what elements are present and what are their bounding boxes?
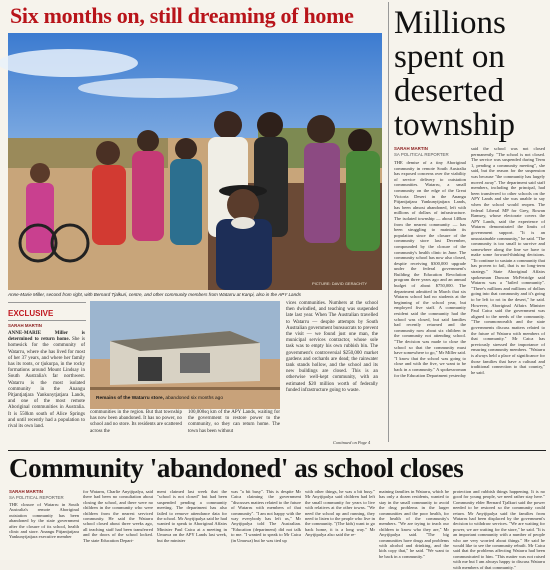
inset-caption-text: abandoned six months ago [165,396,224,401]
story2-column-2: said the school was not closed permanently. "The school is not closed. The service was suspended during Term 1, pending a community meeting", she said, but the reason for the suspension was because "the community has largely moved away". The department said staff members, including the principal, had been transferred to other schools on the APY Lands and she was unable to say when the school would reopen. The federal Liberal MP for Grey, Rowan Ramsey, whose electorate covers the APY Lands, said the experience of Watarru demonstrated the limits of government support. "It is an unsustainable community," he said. "The community is too small to survive and somewhere along the line we have to make some forward-thinking decisions. "To continue to sustain a community that has proven to fail, that is no long-term strategy." State Aboriginal Affairs spokesman Duncan McFetridge said Watarru was a "failed community". "There's millions and millions of dollars going into that community and it's going to be left to rot in the desert," he said. However, Aboriginal Affairs Minister Paul Caica said the government was aligned to the needs of the community. "The commonwealth and the state governments discuss matters related to the future of Watarru with members of that community." Mr Caica has previously stressed the importance of ensuring community members. "Watarru is always held a place of significance for those families that have a cultural and traditional connection to that country," he said. [471,146,546,375]
inset-caption-bold: Remains of the Watarru store, [96,396,165,401]
story3-byline-role: SA POLITICAL REPORTER [9,495,64,500]
community-members-photo [8,33,382,290]
photo-caption: Anne-Marie Miller, second from right, with Bernard Tjalkuri, centre, and other community members from Watarru at Kanpi, also in the APY Lands [8,292,302,297]
story1-column-5: vices communities. Numbers at the school then dwindled, and teaching was suspended late last year. When The Australian travelled to Watarru — despite attempts by South Australian government bureaucrats to prevent the visit — we found just one man, the municipal services contractor, whose sole task was to empty his own rubbish bin. The government's controversial $250,000 market gardens and orchards are dead; the rainwater tank stands hollow, and the school and its new buildings are closed. This is an otherwise well-kept community, with an estimated $20 million worth of federally funded infrastructure going to waste. [286,301,378,393]
story1-column-1-text: She is homesick for the community of Watarru, where she has lived for most of her 37 years, and where her family has its roots, or tjukurpa, in the rocky formations around Mount Lindsay in South Australia's far northwest. Watarru is the most isolated community in the Anangu Pitjantjatjara Yankunytjatjara Lands, and one of the most remote Aboriginal communities in Australia. It is 550km south of Alice Springs and until recently had a population to rival its own land. [8,337,86,430]
story2-column-1: THE demise of a tiny Aboriginal community in remote South Australia has exposed concerns over the viability of service delivery to outstation communities. Watarru, a small community on the edge of the Great Victoria Desert in the Anangu Pitjantjatjara Yankunytjatjara Lands, has been almost abandoned, left with millions of dollars of infrastructure. The isolated township — about 140km from the nearest community — has been struggling to maintain its population since the closure of the community store last December, compounded by the closure of the community's health clinic in June. The community school has now also closed, despite receiving $300,000 upgrade under the federal government's Building the Education Revolution program three years ago and an annual budget of about $750,000. The department admitted in March that six Watarru school had no students at the beginning of the school year, but employed five staff. A community resident said the community had the school was closed, but said families had recently returned and the community now about six children in the community not attending school. "The decision was made to close the school so that the community must have somewhere to go," Mr Miller said. "I know that the school was going to close and with the five, we want to be back in a community." A spokeswoman for the Education Department yesterday [394,160,466,378]
divider [8,302,86,303]
story3-headline: Community 'abandoned' as school closes [9,453,464,483]
story1-column-2: communities in the region. But that township has now been abandoned. It has no power, no school and no store. Its residents are scattered across the [90,410,182,434]
column-divider [388,2,389,442]
story1-headline: Six months on, still dreaming of home [10,3,354,28]
story3-column-3: ment claimed last week that the "school is not closed" but had been suspended pending a community meeting. The department has also failed to remove attendance data for the school. Mr Anytjipalya said he had wanted to speak to Aboriginal Affairs Minister Paul Caica at a meeting in Umuwa on the APY Lands last week, but the minister [157,489,227,543]
exclusive-tag: EXCLUSIVE [8,309,54,318]
story3-column-6: maining families in Watarru, which he has only a dozen residents, wanted to stay in the small community to avoid the drug problems in the larger communities and the poor health, for the health of the community's members. "We are trying to teach our children to know who they are," Mr Anytjipalya said. "The big communities have drugs and problems with alcohol and drinking, and the kids copy that," he said. "We want to be back in a community." [379,489,449,559]
story3-byline: SARAH MARTIN [9,489,43,494]
story3-column-2: for Watarru, Charlie Anytjipalya, said there had been no consultation about closing the school, and there were no children in the community who were children from the nearest serviced community. He said the Watarru school closed about three weeks ago, all teaching staff had been transferred and the doors of the school locked. The state Education Depart- [83,489,153,543]
story1-column-3: 100,000sq km of the APY Lands, waiting for the government to restore power to the community, so they can return home. The town has been without [188,410,280,434]
story3-column-7: protection and rubbish things happening. It is no good for young people, we need rather stay here." Community elder Bernard Tjalkuri said the power needed to be restored so the community could return. Mr Anytjipalya said the families from Watarru had been displaced by the government's decision to withdraw services. "We are waiting for power, we are waiting for the store," he said. "It is an important community with a number of people who are very worried about things." He said he would like to see the community rebuilt. Mr Caica said that the problems affecting Watarru had been communicated to him. "This matter was not raised with me but I am always happy to discuss Watarru with members of that community." [453,489,545,570]
abandoned-store-photo [90,301,280,409]
story1-byline: SARAH MARTIN [8,323,42,328]
story1-column-1 [8,331,85,447]
continued-label: Continued on Page 4 [333,440,371,445]
section-divider [8,450,546,451]
photo-credit: PICTURE: DAVID GERACHTY [312,281,368,286]
story1-intro: ANNE-MARIE Miller is determined to return home. [8,331,85,343]
story3-column-1: THE closure of Watarru in South Australia's remote Aboriginal outstation community has been abandoned by the state government after the closure of its school, health clinic and store. Anangu Pitjantjatjara Yankunytjatjara executive member [9,502,79,540]
story2-headline: Millions spent on deserted township [394,5,516,143]
inset-caption [96,396,223,401]
divider [8,320,86,321]
story3-column-4: was "a bit busy". This is despite Mr Caica claiming the government "discusses matters related to the future of Watarru with members of that community". "I am not happy with the way everybody has left us," Mr Anytjipalya told The Australian. "Education (department) did not talk to me. "I wanted to speak to Mr Caica (in Umuwa) but he was tied up [231,489,301,543]
story2-byline: SARAH MARTIN [394,146,428,151]
story2-byline-role: SA POLITICAL REPORTER [394,152,449,157]
story3-column-5: with other things, he was a bit busy." Mr Anytjipalya said children had left the small community for years to live with relatives at the other towns. "We need the school up and running, they need to listen to the people who live in the community. "(The kids) want to go back home, it is a long way." Mr Anytjipalya also said the re- [305,489,375,538]
